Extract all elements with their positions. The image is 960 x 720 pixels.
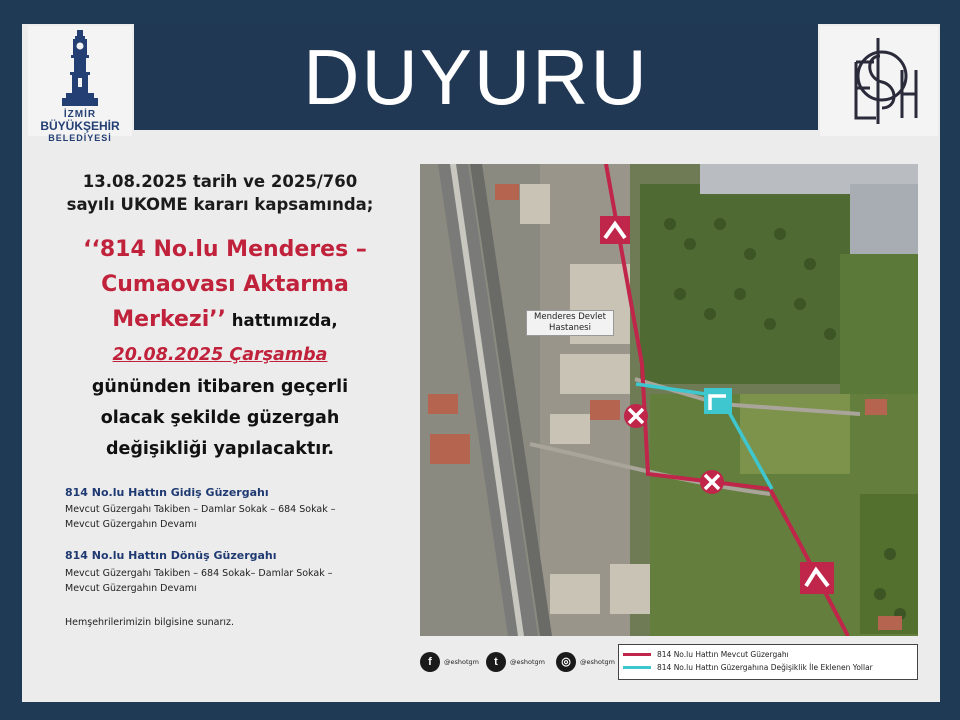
route-line-3 — [54, 302, 396, 338]
body-line-1: gününden itibaren geçerli — [91, 377, 349, 397]
return-line-2: Mevcut Güzergahın Devamı — [65, 583, 197, 594]
eshot-logo — [820, 26, 938, 136]
outbound-route-description — [65, 502, 395, 532]
logo-line-belediyesi: BELEDİYESİ — [48, 133, 112, 143]
closing-note: Hemşehrilerimizin bilgisine sunarız. — [65, 617, 235, 628]
outbound-route-title: 814 No.lu Hattın Gidiş Güzergahı — [65, 486, 269, 499]
title-bar — [134, 24, 818, 130]
social-handle: @eshotgm — [510, 658, 545, 666]
hospital-label — [526, 310, 614, 336]
effective-date: 20.08.2025 Çarşamba — [112, 345, 328, 365]
legend-swatch-current — [623, 653, 651, 656]
announcement-body — [40, 372, 400, 465]
facebook-icon: f — [420, 652, 440, 672]
direction-chevron-icon — [600, 216, 630, 244]
outbound-line-1: Mevcut Güzergahı Takiben – Damlar Sokak – 684 Sokak – — [65, 504, 336, 515]
hospital-label-line-1: Menderes Devlet — [534, 312, 606, 322]
legend-label-current: 814 No.lu Hattın Mevcut Güzergahı — [657, 650, 789, 659]
logo-line-buyuksehir: BÜYÜKŞEHİR — [40, 119, 120, 133]
body-line-3: değişikliği yapılacaktır. — [105, 439, 335, 459]
outbound-line-2: Mevcut Güzergahın Devamı — [65, 519, 197, 530]
eshot-monogram-icon — [820, 26, 938, 136]
twitter-icon: t — [486, 652, 506, 672]
social-handle: @eshotgm — [580, 658, 615, 666]
intro-line-2: sayılı UKOME kararı kapsamında; — [66, 195, 374, 214]
route-line-1: ‘‘814 No.lu Menderes – — [83, 237, 367, 262]
route-name — [54, 232, 396, 338]
return-line-1: Mevcut Güzergahı Takiben – 684 Sokak– Damlar Sokak – — [65, 568, 333, 579]
izmir-logo-text — [28, 110, 132, 143]
route-map — [420, 164, 918, 636]
clock-tower-icon — [28, 26, 132, 110]
route-line-3-text: Merkezi’’ — [112, 307, 226, 332]
route-suffix: hattımızda, — [225, 311, 338, 330]
legend-swatch-added — [623, 666, 651, 669]
direction-chevron-icon — [800, 562, 834, 594]
logo-line-izmir: İZMİR — [63, 109, 97, 120]
map-legend — [618, 644, 918, 680]
return-route-description — [65, 566, 395, 596]
closed-segment-icon — [700, 470, 724, 494]
instagram-icon: ◎ — [556, 652, 576, 672]
legend-label-added: 814 No.lu Hattın Güzergahına Değişiklik İle Eklenen Yollar — [657, 663, 873, 672]
closed-segment-icon — [624, 404, 648, 428]
hospital-label-line-2: Hastanesi — [549, 323, 591, 333]
page-title: DUYURU — [303, 33, 649, 121]
body-line-2: olacak şekilde güzergah — [100, 408, 340, 428]
social-handle: @eshotgm — [444, 658, 479, 666]
route-line-2: Cumaovası Aktarma — [101, 272, 349, 297]
return-route-title: 814 No.lu Hattın Dönüş Güzergahı — [65, 549, 277, 562]
satellite-map — [420, 164, 918, 636]
added-route-chevron-icon — [704, 388, 732, 414]
intro-line-1: 13.08.2025 tarih ve 2025/760 — [82, 172, 358, 191]
izmir-logo — [28, 26, 132, 143]
intro-text — [40, 170, 400, 216]
